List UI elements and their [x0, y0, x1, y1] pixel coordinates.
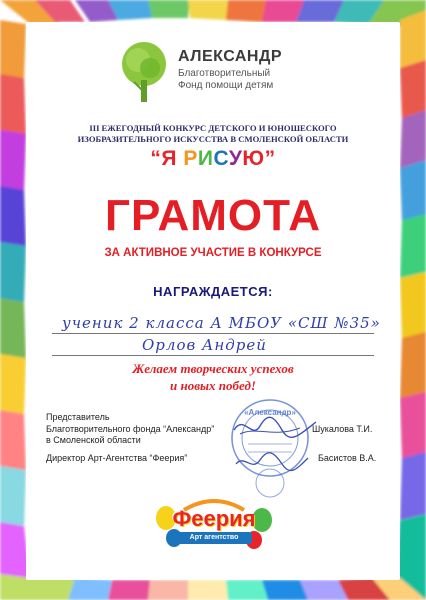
contest-line: ИЗОБРАЗИТЕЛЬНОГО ИСКУССТВА В СМОЛЕНСКОЙ ОБЛАСТИ: [77, 134, 349, 144]
director-label: Директор Арт-Агентства “Феерия”: [46, 453, 188, 463]
slogan-letter: Ю: [242, 147, 265, 170]
feeria-word: Феерия: [172, 506, 256, 531]
foundation-name: АЛЕКСАНДР: [178, 48, 283, 65]
contest-slogan: [0, 147, 426, 171]
representative-label: [46, 412, 214, 447]
round-stamp: [226, 388, 314, 498]
wish-line: Желаем творческих успехов: [132, 361, 294, 376]
foundation-subtitle-line: Фонд помощи детям: [178, 80, 274, 91]
director-name: Басистов В.А.: [318, 453, 377, 463]
name-underline: [52, 355, 374, 356]
foundation-logo: [116, 40, 316, 104]
representative-name: Шукалова Т.И.: [312, 424, 373, 434]
wish-line: и новых побед!: [170, 378, 256, 393]
foundation-subtitle-line: Благотворительный: [178, 68, 271, 79]
foundation-subtitle: [178, 68, 318, 92]
name-underline: [52, 333, 374, 334]
feeria-logo: [154, 498, 274, 554]
wish-text: [0, 360, 426, 394]
slogan-letter: Р: [183, 147, 198, 170]
representative-line: Представитель: [46, 412, 110, 422]
slogan-letter: У: [228, 147, 243, 170]
certificate-subtitle: ЗА АКТИВНОЕ УЧАСТИЕ В КОНКУРСЕ: [104, 247, 322, 259]
tree-logo-icon: [116, 40, 172, 104]
contest-line: III ЕЖЕГОДНЫЙ КОНКУРС ДЕТСКОГО И ЮНОШЕСКОГО: [89, 123, 337, 133]
certificate-title: ГРАМОТА: [105, 191, 321, 240]
slogan-letter: С: [213, 147, 229, 170]
awarded-heading: НАГРАЖДАЕТСЯ:: [153, 284, 273, 299]
representative-line: Благотворительного фонда “Александр”: [46, 423, 215, 434]
slogan-close: ”: [264, 147, 276, 170]
handwritten-school: ученик 2 класса А МБОУ «СШ №35»: [62, 314, 381, 332]
representative-line: в Смоленской области: [46, 435, 141, 445]
signature-scribble: [230, 412, 320, 442]
handwritten-name: Орлов Андрей: [142, 336, 267, 354]
slogan-open: “Я: [150, 147, 184, 170]
stamp-text: «Александр»: [244, 408, 296, 417]
slogan-letter: И: [197, 147, 214, 170]
contest-name: [40, 123, 386, 145]
signature-scribble: [232, 450, 312, 474]
certificate-paper: [26, 22, 400, 580]
feeria-band: Арт агентство: [176, 532, 252, 544]
